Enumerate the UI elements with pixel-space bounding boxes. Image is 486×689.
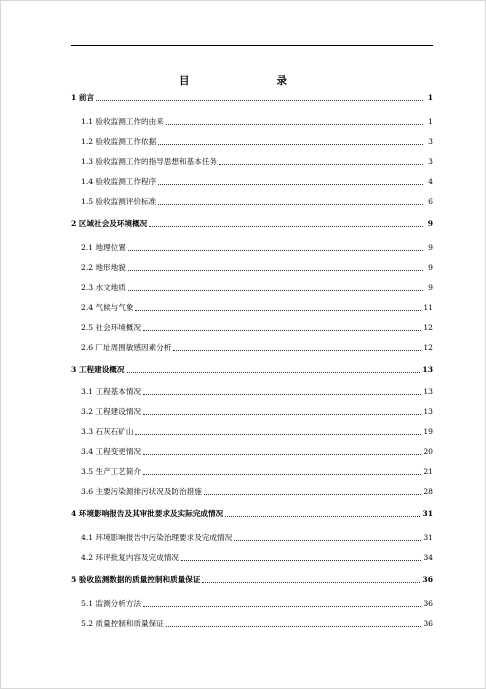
toc-entry-label: 4.1 环境影响报告中污染治理要求及完成情况 [81, 533, 233, 542]
toc-entry-page-number: 36 [422, 575, 433, 584]
toc-entry-label: 3.2 工程建设情况 [81, 407, 142, 416]
toc-entry-label: 1.2 验收监测工作依据 [81, 137, 157, 146]
toc-entry-label: 5 验收监测数据的质量控制和质量保证 [71, 575, 201, 584]
toc-entry[interactable] [71, 597, 433, 609]
toc-entry-label: 3.6 主要污染源排污状况及防治措施 [81, 487, 202, 496]
toc-entry-page-number: 12 [423, 323, 433, 332]
toc-entry-page-number: 20 [423, 447, 433, 456]
toc-entry-label: 5.2 质量控制和质量保证 [81, 619, 164, 628]
toc-entry-label: 2.4 气候与气象 [81, 303, 134, 312]
dot-leader [135, 310, 421, 311]
toc-entry-label: 3.5 生产工艺简介 [81, 467, 142, 476]
toc-entry-page-number: 36 [423, 619, 433, 628]
dot-leader [143, 474, 421, 475]
dot-leader [143, 394, 421, 395]
dot-leader [166, 626, 421, 627]
toc-entry-label: 2.1 地理位置 [81, 243, 126, 252]
toc-entry-page-number: 9 [428, 283, 433, 292]
toc-entry[interactable] [71, 507, 433, 519]
toc-entry-label: 3.4 工程变更情况 [81, 447, 142, 456]
toc-entry[interactable] [71, 321, 433, 333]
toc-entry-label: 1.1 验收监测工作的由来 [81, 117, 164, 126]
toc-entry-page-number: 21 [423, 467, 433, 476]
toc-entry[interactable] [71, 281, 433, 293]
toc-entry[interactable] [71, 135, 433, 147]
toc-entry-label: 2.5 社会环境概况 [81, 323, 142, 332]
toc-entry-label: 1 前言 [71, 93, 95, 102]
toc-entry-page-number: 12 [423, 343, 433, 352]
toc-entry-page-number: 11 [423, 303, 433, 312]
toc-entry-page-number: 3 [428, 157, 433, 166]
toc-entry[interactable] [71, 261, 433, 273]
toc-entry-page-number: 4 [428, 177, 433, 186]
toc-entry-label: 1.3 验收监测工作的指导思想和基本任务 [81, 157, 217, 166]
toc-entry[interactable] [71, 115, 433, 127]
toc-entry-label: 4.2 环评批复内容及完成情况 [81, 553, 180, 562]
toc-entry-label: 1.4 验收监测工作程序 [81, 177, 157, 186]
dot-leader [135, 434, 421, 435]
toc-entry-page-number: 13 [422, 365, 433, 374]
toc-entry[interactable] [71, 465, 433, 477]
dot-leader [158, 204, 423, 205]
toc-entry-label: 3 工程建设概况 [71, 365, 125, 374]
toc-entry-label: 2.3 水文地质 [81, 283, 126, 292]
toc-entry-label: 2 区域社会及环境概况 [71, 219, 148, 228]
dot-leader [143, 606, 421, 607]
dot-leader [204, 494, 422, 495]
toc-entry[interactable] [71, 405, 433, 417]
toc-entry[interactable] [71, 617, 433, 629]
toc-entry-page-number: 6 [428, 197, 433, 206]
toc-entry-page-number: 19 [423, 427, 433, 436]
toc-entry-page-number: 1 [428, 117, 433, 126]
toc-entry-page-number: 9 [427, 219, 433, 228]
toc-entry-page-number: 3 [428, 137, 433, 146]
toc-entry[interactable] [71, 155, 433, 167]
toc-entry[interactable] [71, 551, 433, 563]
toc-entry[interactable] [71, 445, 433, 457]
dot-leader [173, 350, 421, 351]
dot-leader [181, 560, 421, 561]
toc-entry-label: 3.1 工程基本情况 [81, 387, 142, 396]
dot-leader [202, 582, 420, 583]
header-rule [71, 45, 433, 46]
dot-leader [225, 516, 420, 517]
toc-entry-page-number: 13 [423, 407, 433, 416]
toc-entry[interactable] [71, 195, 433, 207]
dot-leader [158, 144, 423, 145]
toc-title: 目 录 [179, 75, 309, 87]
toc-entry-page-number: 31 [422, 509, 433, 518]
toc-entry[interactable] [71, 175, 433, 187]
toc-entry-label: 3.3 石灰石矿山 [81, 427, 134, 436]
toc-entry-label: 2.6 厂址周围敏感因素分析 [81, 343, 172, 352]
toc-entry[interactable] [71, 485, 433, 497]
toc-entry-label: 4 环境影响报告及其审批要求及实际完成情况 [71, 509, 224, 518]
toc-entry[interactable] [71, 573, 433, 585]
toc-entry[interactable] [71, 363, 433, 375]
dot-leader [166, 124, 423, 125]
toc-entry-page-number: 36 [423, 599, 433, 608]
toc-entry-label: 2.2 地形地貌 [81, 263, 126, 272]
toc-entry-page-number: 31 [423, 533, 433, 542]
dot-leader [234, 540, 421, 541]
dot-leader [128, 290, 423, 291]
toc-entry[interactable] [71, 91, 433, 103]
toc-entry[interactable] [71, 425, 433, 437]
dot-leader [96, 100, 423, 101]
toc-entry-page-number: 13 [423, 387, 433, 396]
toc-entry-label: 1.5 验收监测评价标准 [81, 197, 157, 206]
dot-leader [128, 250, 423, 251]
dot-leader [219, 164, 423, 165]
toc-entry[interactable] [71, 385, 433, 397]
toc-entry-page-number: 9 [428, 263, 433, 272]
dot-leader [128, 270, 423, 271]
toc-entry-page-number: 34 [423, 553, 433, 562]
toc-entry-page-number: 9 [428, 243, 433, 252]
toc-entry-page-number: 28 [423, 487, 433, 496]
toc-entry[interactable] [71, 241, 433, 253]
toc-entry-label: 5.1 监测分析方法 [81, 599, 142, 608]
dot-leader [149, 226, 423, 227]
dot-leader [143, 330, 421, 331]
toc-entry[interactable] [71, 217, 433, 229]
toc-entry[interactable] [71, 301, 433, 313]
dot-leader [127, 372, 421, 373]
toc-entry-page-number: 1 [427, 93, 433, 102]
toc-entry[interactable] [71, 341, 433, 353]
dot-leader [158, 184, 423, 185]
dot-leader [143, 454, 421, 455]
toc-entry[interactable] [71, 531, 433, 543]
dot-leader [143, 414, 421, 415]
